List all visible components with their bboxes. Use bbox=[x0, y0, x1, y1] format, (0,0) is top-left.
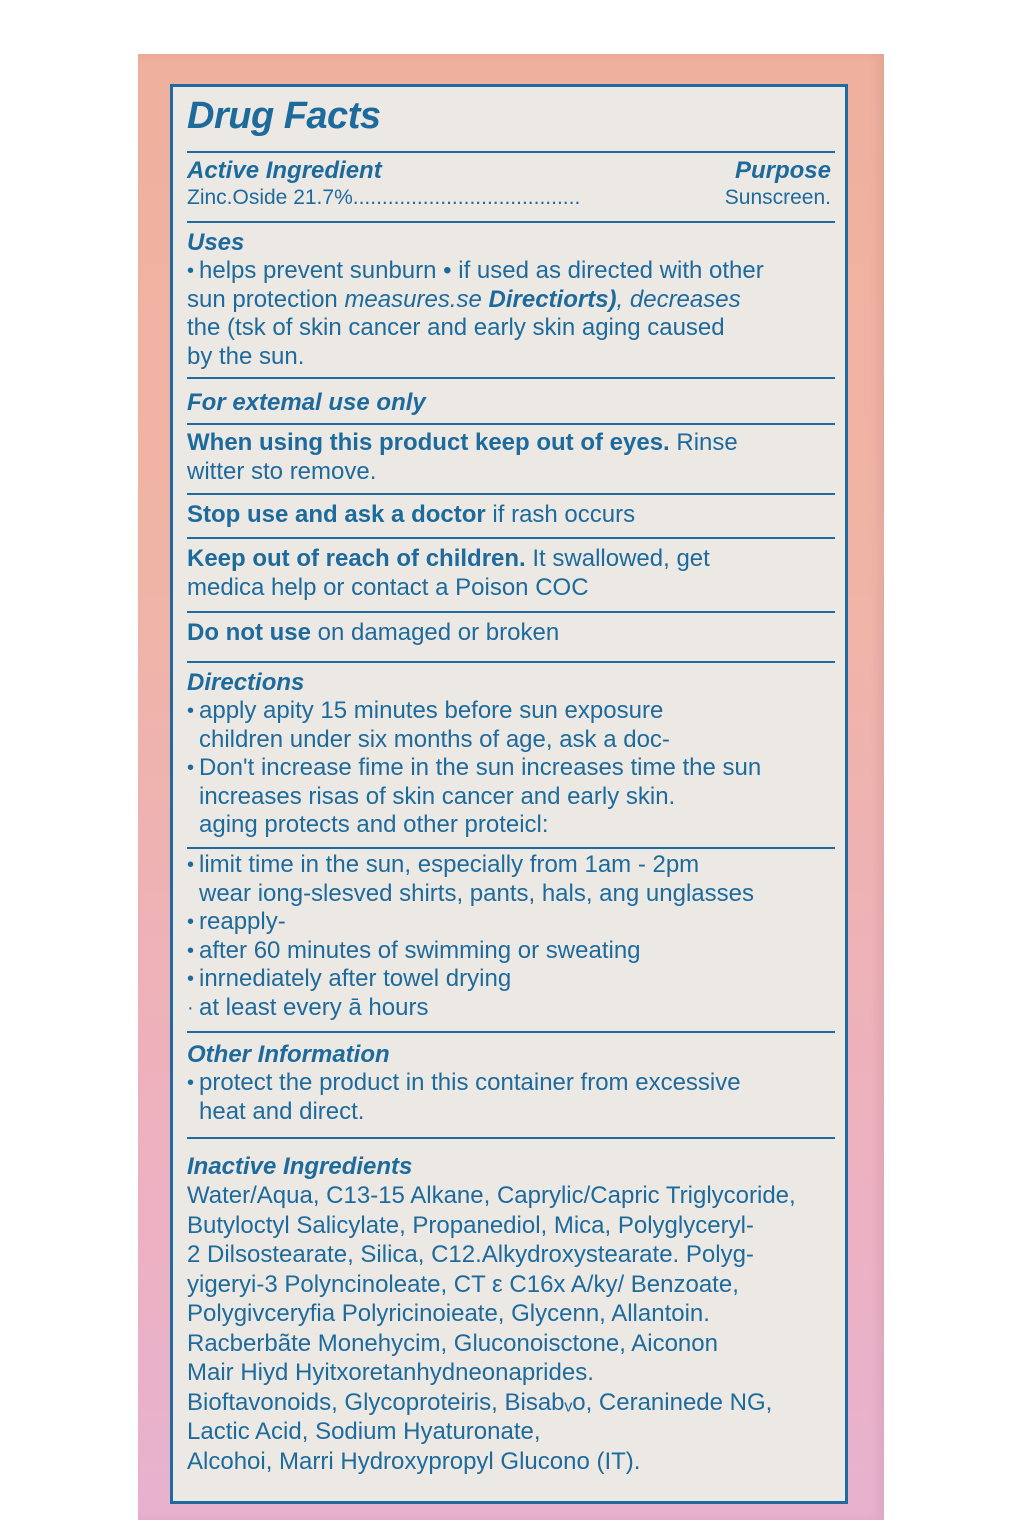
divider bbox=[187, 611, 835, 613]
bullet bbox=[187, 880, 199, 909]
bullet: • bbox=[187, 911, 195, 933]
directions-line: aging protects and other proteicl: bbox=[199, 811, 549, 838]
active-ingredient-section bbox=[187, 157, 831, 211]
purpose-heading: Purpose bbox=[734, 157, 831, 184]
divider bbox=[187, 537, 835, 539]
divider bbox=[187, 423, 835, 425]
do-not-use-heading: Do not use bbox=[187, 619, 311, 646]
uses-directions-ref: Directiorts) bbox=[488, 285, 617, 313]
keep-out-text: It swallowed, get bbox=[532, 545, 710, 572]
inactive-ingredients-line: Butyloctyl Salicylate, Propanediol, Mica, Polyglyceryl- bbox=[187, 1211, 754, 1239]
divider bbox=[187, 151, 835, 153]
inactive-ingredients-line: Racberbãte Monehycim, Gluconoisctone, Aiconon bbox=[187, 1329, 718, 1357]
other-information-line: heat and direct. bbox=[199, 1097, 365, 1125]
drug-facts-title: Drug Facts bbox=[187, 95, 381, 137]
when-using-text: witter sto remove. bbox=[187, 457, 377, 485]
directions-line: wear iong-slesved shirts, pants, hals, ang unglasses bbox=[199, 879, 754, 907]
active-ingredient-name: Zinc.Oside 21.7% bbox=[187, 186, 353, 209]
uses-line: sun protection bbox=[187, 285, 338, 313]
other-information-line: protect the product in this container from excessive bbox=[199, 1069, 741, 1096]
when-using-text: Rinse bbox=[676, 429, 738, 456]
bullet: • bbox=[187, 700, 195, 722]
do-not-use-text: on damaged or broken bbox=[317, 619, 560, 646]
uses-line: helps prevent sunburn • if used as directed with other bbox=[199, 257, 764, 284]
external-use-warning: For extemal use only bbox=[187, 389, 426, 416]
other-information-section bbox=[187, 1041, 831, 1126]
bullet-spacer bbox=[187, 1098, 199, 1127]
inactive-ingredients-line: Polygivceryfia Polyricinoieate, Glycenn, Allantoin. bbox=[187, 1300, 710, 1327]
keep-out-text: medica help or contact a Poison COC bbox=[187, 573, 589, 601]
uses-heading: Uses bbox=[187, 229, 245, 256]
inactive-ingredients-line: yigeryi-3 Polyncinoleate, CT ε C16x A/ky/ Benzoate, bbox=[187, 1270, 739, 1298]
inactive-ingredients-line: Bioftavonoids, Glycoproteiris, Bisabᵥo, Ceraninede NG, bbox=[187, 1388, 773, 1416]
when-using-section bbox=[187, 429, 831, 486]
bullet: • bbox=[187, 260, 195, 282]
stop-use-text: if rash occurs bbox=[492, 501, 636, 528]
divider bbox=[187, 847, 835, 849]
drug-facts-panel bbox=[170, 84, 848, 1504]
bullet: • bbox=[187, 854, 195, 876]
when-using-heading: When using this product keep out of eyes. bbox=[187, 429, 670, 456]
divider bbox=[187, 493, 835, 495]
divider bbox=[187, 221, 835, 223]
directions-line: at least every ā hours bbox=[199, 993, 429, 1021]
other-information-heading: Other Information bbox=[187, 1041, 390, 1068]
divider bbox=[187, 661, 835, 663]
directions-line: increases risas of skin cancer and early skin. bbox=[199, 782, 676, 810]
inactive-ingredients-section bbox=[187, 1153, 831, 1476]
stop-use-heading: Stop use and ask a doctor bbox=[187, 501, 486, 528]
directions-continued bbox=[187, 851, 831, 1022]
bullet: • bbox=[187, 1072, 195, 1094]
directions-section bbox=[187, 669, 831, 840]
uses-line: by the sun. bbox=[187, 342, 305, 370]
uses-after: , decreases bbox=[616, 285, 741, 313]
divider bbox=[187, 1137, 835, 1139]
directions-line: after 60 minutes of swimming or sweating bbox=[199, 936, 641, 964]
leader-dots: ....................................... bbox=[352, 186, 581, 209]
bullet: • bbox=[187, 757, 195, 779]
directions-line: inrnediately after towel drying bbox=[199, 965, 512, 992]
bullet bbox=[187, 811, 199, 840]
bullet: · bbox=[187, 996, 194, 1019]
bullet: • bbox=[187, 968, 195, 990]
directions-line: Don't increase fime in the sun increases time the sun bbox=[199, 754, 762, 781]
uses-section bbox=[187, 229, 831, 371]
divider bbox=[187, 377, 835, 379]
inactive-ingredients-heading: Inactive Ingredients bbox=[187, 1153, 413, 1180]
stop-use-section bbox=[187, 501, 831, 530]
uses-line: the (tsk of skin cancer and early skin aging caused bbox=[187, 314, 725, 341]
bullet bbox=[187, 783, 199, 812]
directions-line: reapply- bbox=[199, 908, 286, 935]
directions-heading: Directions bbox=[187, 669, 305, 696]
active-ingredient-heading: Active Ingredient bbox=[187, 157, 382, 184]
bullet: • bbox=[187, 939, 195, 962]
directions-line: limit time in the sun, especially from 1am - 2pm bbox=[199, 851, 700, 878]
inactive-ingredients-line: Alcohoi, Marri Hydroxypropyl Glucono (IT). bbox=[187, 1447, 641, 1475]
purpose-value: Sunscreen. bbox=[724, 186, 831, 209]
inactive-ingredients-line: Mair Hiyd Hyitxoretanhydneonaprides. bbox=[187, 1359, 594, 1386]
do-not-use-section bbox=[187, 619, 831, 648]
directions-line: children under six months of age, ask a doc- bbox=[199, 725, 670, 753]
divider bbox=[187, 1031, 835, 1033]
keep-out-heading: Keep out of reach of children. bbox=[187, 545, 526, 572]
directions-line: apply apity 15 minutes before sun exposure bbox=[199, 697, 664, 724]
inactive-ingredients-line: 2 Dilsostearate, Silica, C12.Alkydroxystearate. Polyg- bbox=[187, 1241, 754, 1268]
keep-out-section bbox=[187, 545, 831, 602]
bullet bbox=[187, 726, 199, 755]
inactive-ingredients-line: Lactic Acid, Sodium Hyaturonate, bbox=[187, 1418, 541, 1445]
inactive-ingredients-line: Water/Aqua, C13-15 Alkane, Caprylic/Capric Triglycoride, bbox=[187, 1182, 796, 1209]
uses-italic: measures.se bbox=[344, 285, 482, 313]
